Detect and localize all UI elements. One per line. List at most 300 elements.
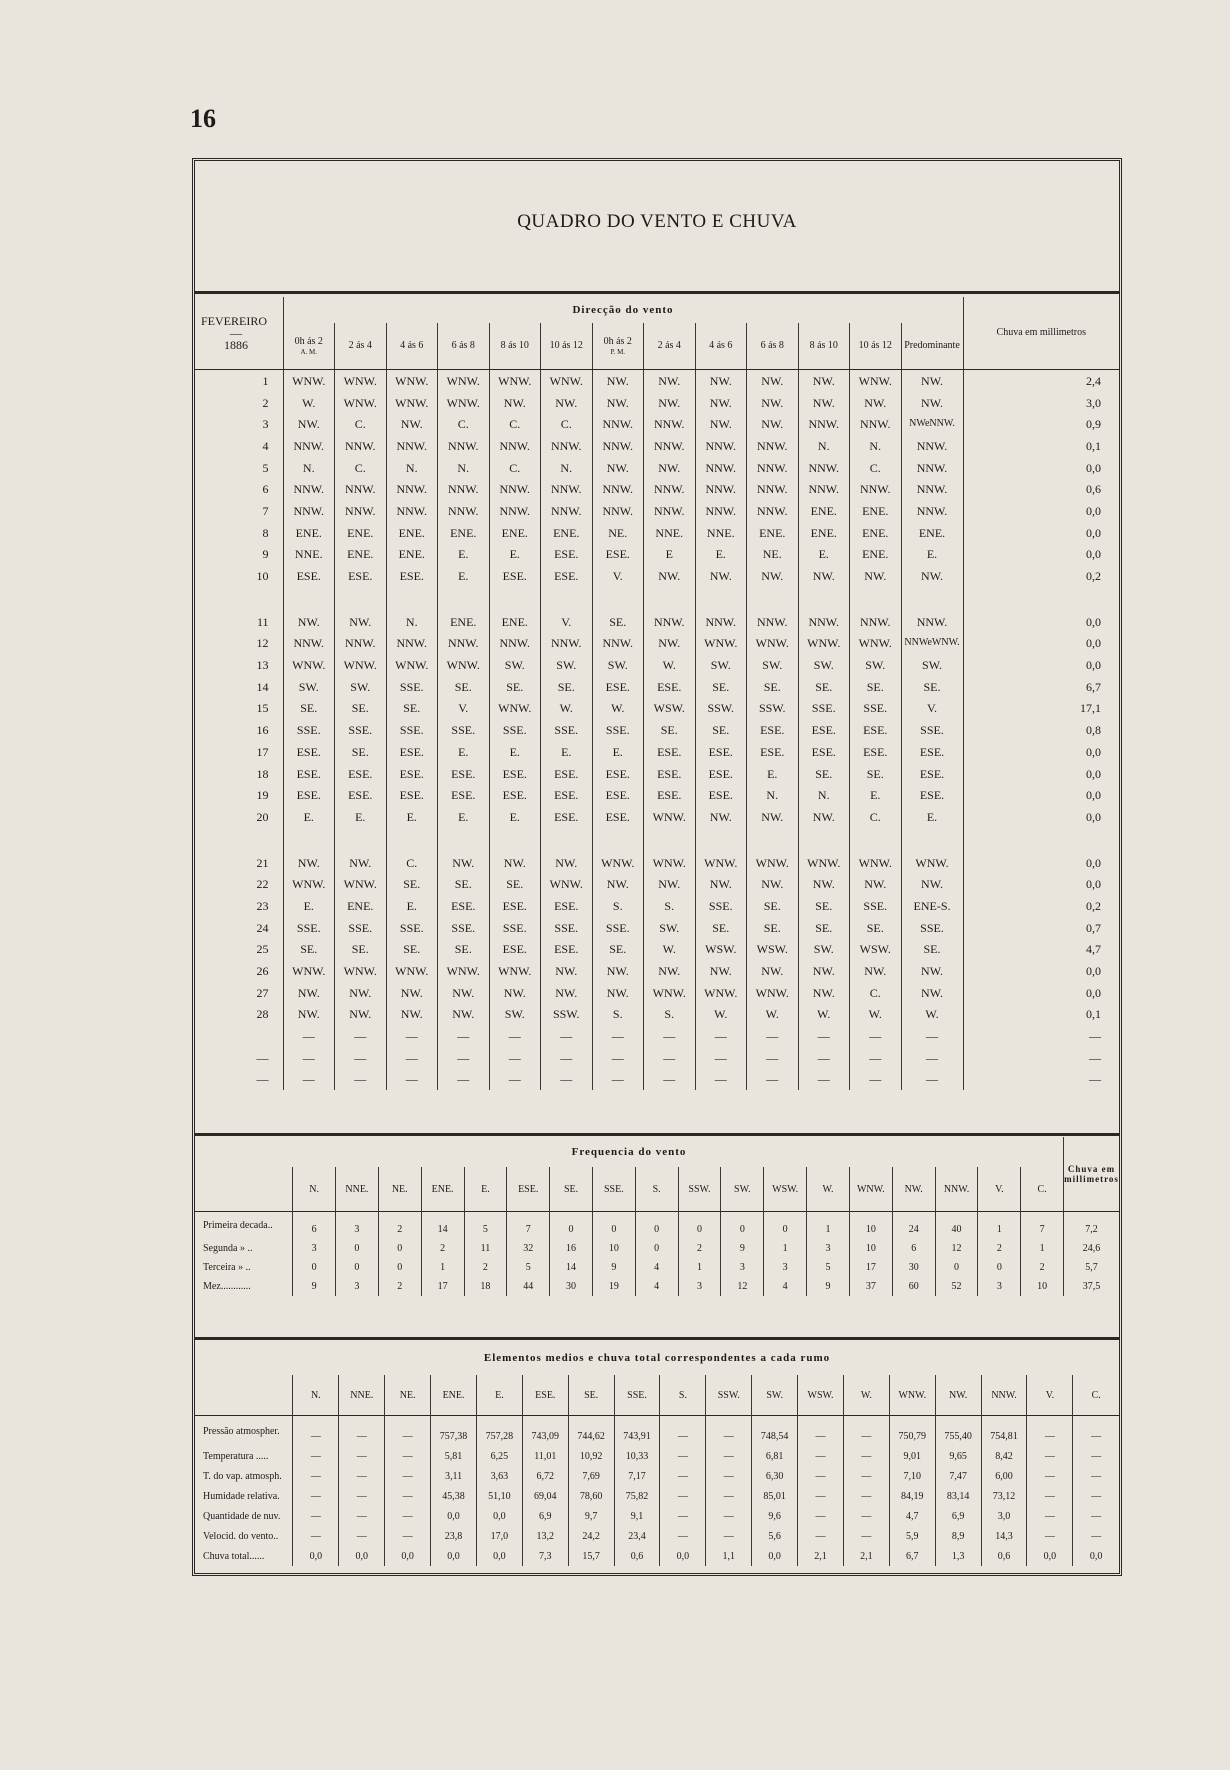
elements-value: — xyxy=(1027,1466,1073,1486)
wind-cell: NNW. xyxy=(644,413,696,435)
table-row xyxy=(195,1466,1119,1486)
wind-cell: WNW. xyxy=(541,370,593,392)
wind-cell: SE. xyxy=(798,917,850,939)
divider xyxy=(195,1133,1119,1136)
wind-cell: ESE. xyxy=(438,763,490,785)
elements-row-label: Humidade relativa. xyxy=(203,1490,280,1502)
wind-cell: — xyxy=(335,1069,387,1091)
frequency-value: 0 xyxy=(378,1258,421,1277)
table-row xyxy=(195,806,1119,828)
day-cell: — xyxy=(256,1072,269,1087)
elements-row-label: Velocid. do vento.. xyxy=(203,1530,279,1542)
spacer-cell xyxy=(386,587,438,611)
table-row xyxy=(195,763,1119,785)
elements-value: — xyxy=(1027,1506,1073,1526)
table-row xyxy=(195,435,1119,457)
wind-cell: SSE. xyxy=(386,676,438,698)
wind-cell: E. xyxy=(541,741,593,763)
wind-cell: SE. xyxy=(747,895,799,917)
wind-cell: — xyxy=(644,1025,696,1047)
wind-cell: NNW. xyxy=(489,500,541,522)
wind-cell: SE. xyxy=(335,741,387,763)
wind-cell: V. xyxy=(592,565,644,587)
wind-cell: NNW. xyxy=(386,633,438,655)
wind-cell: — xyxy=(438,1025,490,1047)
wind-cell: NW. xyxy=(489,982,541,1004)
table-row xyxy=(195,457,1119,479)
wind-cell: NW. xyxy=(283,982,335,1004)
elements-value: — xyxy=(706,1526,752,1546)
wind-cell: ENE. xyxy=(335,895,387,917)
wind-cell: NW. xyxy=(283,1004,335,1026)
elements-value: 14,3 xyxy=(981,1526,1027,1546)
wind-cell: ESE. xyxy=(489,895,541,917)
wind-cell: WNW. xyxy=(386,960,438,982)
wind-cell: — xyxy=(695,1069,747,1091)
elements-direction-header: V. xyxy=(1027,1375,1073,1416)
frequency-direction-header: W. xyxy=(807,1167,850,1212)
elements-value: — xyxy=(1073,1416,1119,1447)
elements-label-header xyxy=(195,1375,293,1416)
wind-cell: SE. xyxy=(438,939,490,961)
wind-cell: SE. xyxy=(592,939,644,961)
wind-cell: SE. xyxy=(901,676,963,698)
wind-cell: W. xyxy=(644,654,696,676)
wind-cell: WSW. xyxy=(850,939,902,961)
wind-cell: WNW. xyxy=(747,852,799,874)
frequency-direction-header: NW. xyxy=(892,1167,935,1212)
wind-cell: NNW. xyxy=(747,500,799,522)
wind-cell: E. xyxy=(438,741,490,763)
pm-label: P. M. xyxy=(610,348,626,356)
elements-value: — xyxy=(843,1526,889,1546)
elements-value: 13,2 xyxy=(522,1526,568,1546)
wind-cell: W. xyxy=(283,392,335,414)
frequency-value: 2 xyxy=(1021,1258,1064,1277)
table-row xyxy=(195,500,1119,522)
wind-cell: WNW. xyxy=(335,654,387,676)
frequency-value: 1 xyxy=(1021,1239,1064,1258)
wind-hour-header xyxy=(386,323,438,370)
wind-hour-label: 4 ás 6 xyxy=(400,340,424,351)
table-row xyxy=(195,1258,1119,1277)
frequency-value: 0 xyxy=(978,1258,1021,1277)
wind-cell: SE. xyxy=(283,698,335,720)
wind-cell: ESE. xyxy=(747,741,799,763)
elements-value: — xyxy=(385,1506,431,1526)
wind-cell: V. xyxy=(438,698,490,720)
wind-cell: SW. xyxy=(695,654,747,676)
wind-cell: SW. xyxy=(335,676,387,698)
elements-value: — xyxy=(843,1486,889,1506)
wind-cell: — xyxy=(335,1025,387,1047)
frequency-value: 3 xyxy=(293,1239,336,1258)
month-header xyxy=(195,297,283,370)
wind-direction-table xyxy=(195,297,1119,1090)
wind-cell: ESE. xyxy=(592,806,644,828)
wind-cell: E xyxy=(644,544,696,566)
wind-cell: NW. xyxy=(541,392,593,414)
wind-cell: ENE. xyxy=(438,522,490,544)
rain-header: Chuva em millimetros xyxy=(963,297,1119,370)
wind-cell: NW. xyxy=(592,982,644,1004)
frequency-value: 2 xyxy=(378,1212,421,1240)
wind-cell: NNW. xyxy=(695,478,747,500)
wind-cell: WNW. xyxy=(489,698,541,720)
wind-cell: NNW. xyxy=(335,633,387,655)
elements-value: 6,81 xyxy=(752,1446,798,1466)
wind-cell: ESE. xyxy=(695,763,747,785)
wind-cell: ESE. xyxy=(541,544,593,566)
frequency-value: 0 xyxy=(935,1258,978,1277)
frequency-value: 12 xyxy=(721,1277,764,1296)
wind-cell: NW. xyxy=(644,633,696,655)
wind-cell: W. xyxy=(901,1004,963,1026)
elements-value: 2,1 xyxy=(798,1546,844,1566)
frequency-direction-header: V. xyxy=(978,1167,1021,1212)
elements-value: — xyxy=(1073,1446,1119,1466)
table-row xyxy=(195,939,1119,961)
wind-cell: ESE. xyxy=(541,806,593,828)
frequency-value: 16 xyxy=(550,1239,593,1258)
elements-value: — xyxy=(660,1506,706,1526)
table-row xyxy=(195,478,1119,500)
wind-hour-label: 10 ás 12 xyxy=(858,340,892,351)
elements-value: 7,47 xyxy=(935,1466,981,1486)
frequency-value: 1 xyxy=(764,1239,807,1258)
wind-cell: SSE. xyxy=(695,895,747,917)
elements-value: 0,0 xyxy=(752,1546,798,1566)
table-row xyxy=(195,1047,1119,1069)
elements-value: 85,01 xyxy=(752,1486,798,1506)
wind-cell: NW. xyxy=(798,873,850,895)
wind-cell: NW. xyxy=(592,873,644,895)
wind-cell: WNW. xyxy=(644,852,696,874)
wind-cell: — xyxy=(644,1069,696,1091)
frequency-value: 60 xyxy=(892,1277,935,1296)
elements-direction-header: NW. xyxy=(935,1375,981,1416)
wind-cell: SE. xyxy=(386,939,438,961)
elements-value: — xyxy=(339,1446,385,1466)
table-row xyxy=(195,1506,1119,1526)
wind-cell: NW. xyxy=(541,982,593,1004)
elements-value: 7,10 xyxy=(889,1466,935,1486)
frequency-value: 5 xyxy=(464,1212,507,1240)
wind-cell: NW. xyxy=(644,370,696,392)
wind-cell: — xyxy=(386,1025,438,1047)
wind-hour-header xyxy=(747,323,799,370)
wind-cell: NW. xyxy=(644,873,696,895)
spacer-cell xyxy=(489,587,541,611)
wind-cell: E. xyxy=(335,806,387,828)
elements-direction-header: E. xyxy=(476,1375,522,1416)
wind-cell: ESE. xyxy=(695,784,747,806)
wind-cell: — xyxy=(335,1047,387,1069)
wind-cell: SSE. xyxy=(798,698,850,720)
wind-cell: ESE. xyxy=(283,784,335,806)
frequency-direction-header: NE. xyxy=(378,1167,421,1212)
table-row xyxy=(195,565,1119,587)
elements-value: — xyxy=(798,1446,844,1466)
wind-cell: NW. xyxy=(438,852,490,874)
wind-cell: NW. xyxy=(695,806,747,828)
frequency-value: 9 xyxy=(807,1277,850,1296)
frequency-row-label: Terceira » .. xyxy=(203,1262,251,1273)
wind-hour-label: 8 ás 10 xyxy=(809,340,838,351)
wind-cell: NW. xyxy=(438,982,490,1004)
am-label: A. M. xyxy=(300,348,318,356)
wind-cell: NNW. xyxy=(335,478,387,500)
frequency-value: 14 xyxy=(421,1212,464,1240)
day-cell: 19 xyxy=(256,788,269,803)
wind-cell: — xyxy=(489,1025,541,1047)
wind-cell: E. xyxy=(386,895,438,917)
table-row xyxy=(195,1416,1119,1447)
wind-cell: ENE. xyxy=(386,544,438,566)
wind-cell: NNW. xyxy=(592,478,644,500)
day-cell: 3 xyxy=(262,417,269,432)
wind-cell: ESE. xyxy=(283,763,335,785)
wind-cell: NNW. xyxy=(747,478,799,500)
wind-cell: ESE. xyxy=(644,784,696,806)
elements-value: 84,19 xyxy=(889,1486,935,1506)
elements-value: 6,7 xyxy=(889,1546,935,1566)
wind-cell: NW. xyxy=(386,413,438,435)
direction-group-header: Direcção do vento xyxy=(283,297,963,323)
table-row xyxy=(195,676,1119,698)
elements-value: 10,33 xyxy=(614,1446,660,1466)
spacer-cell xyxy=(901,587,963,611)
wind-cell: N. xyxy=(386,457,438,479)
wind-cell: — xyxy=(489,1047,541,1069)
day-cell: 11 xyxy=(256,614,269,629)
elements-value: 2,1 xyxy=(843,1546,889,1566)
wind-cell: C. xyxy=(541,413,593,435)
wind-cell: SW. xyxy=(541,654,593,676)
elements-value: 0,0 xyxy=(431,1546,477,1566)
wind-cell: SSE. xyxy=(335,719,387,741)
table-row xyxy=(195,784,1119,806)
frequency-value: 3 xyxy=(978,1277,1021,1296)
wind-cell: SSE. xyxy=(901,917,963,939)
day-cell: 5 xyxy=(262,460,269,475)
wind-cell: NW. xyxy=(747,392,799,414)
frequency-value: 4 xyxy=(635,1277,678,1296)
frequency-value: 40 xyxy=(935,1212,978,1240)
wind-cell: — xyxy=(386,1047,438,1069)
wind-cell: NW. xyxy=(798,370,850,392)
rain-cell: 0,0 xyxy=(963,873,1119,895)
wind-cell: NNE. xyxy=(283,544,335,566)
wind-cell: SW. xyxy=(798,939,850,961)
wind-cell: WNW. xyxy=(489,370,541,392)
wind-cell: — xyxy=(438,1047,490,1069)
spacer-cell xyxy=(695,828,747,852)
divider xyxy=(195,291,1119,294)
wind-cell: WNW. xyxy=(438,960,490,982)
year-label: 1886 xyxy=(224,338,248,352)
wind-cell: ESE. xyxy=(850,741,902,763)
frequency-value: 5,7 xyxy=(1064,1258,1119,1277)
elements-value: 9,6 xyxy=(752,1506,798,1526)
wind-cell: NW. xyxy=(695,392,747,414)
wind-cell: SE. xyxy=(592,611,644,633)
day-cell: 22 xyxy=(256,877,269,892)
wind-cell: — xyxy=(901,1025,963,1047)
wind-cell: SSE. xyxy=(438,719,490,741)
wind-hour-label: 6 ás 8 xyxy=(451,340,475,351)
wind-cell: NW. xyxy=(592,370,644,392)
elements-value: — xyxy=(843,1506,889,1526)
wind-cell: NW. xyxy=(335,611,387,633)
wind-cell: W. xyxy=(541,698,593,720)
elements-caption: Elementos medios e chuva total correspondentes a cada rumo xyxy=(483,1352,831,1364)
wind-cell: NW. xyxy=(798,960,850,982)
elements-direction-header: SSW. xyxy=(706,1375,752,1416)
wind-cell: — xyxy=(541,1047,593,1069)
wind-cell: W. xyxy=(592,698,644,720)
wind-cell: SE. xyxy=(386,873,438,895)
wind-cell: SSW. xyxy=(747,698,799,720)
elements-value: 0,0 xyxy=(476,1506,522,1526)
wind-cell: ENE. xyxy=(798,500,850,522)
wind-cell: NW. xyxy=(747,413,799,435)
wind-cell: ESE. xyxy=(541,763,593,785)
wind-cell: ESE. xyxy=(644,676,696,698)
wind-cell: WNW. xyxy=(283,654,335,676)
frequency-value: 0 xyxy=(550,1212,593,1240)
wind-cell: SE. xyxy=(695,917,747,939)
wind-cell: C. xyxy=(386,852,438,874)
elements-value: 7,3 xyxy=(522,1546,568,1566)
elements-direction-header: S. xyxy=(660,1375,706,1416)
table-row xyxy=(195,1277,1119,1296)
wind-cell: NNW. xyxy=(798,611,850,633)
wind-cell: SE. xyxy=(798,676,850,698)
rain-cell: 0,0 xyxy=(963,633,1119,655)
wind-cell: C. xyxy=(489,413,541,435)
rain-cell: 0,0 xyxy=(963,544,1119,566)
wind-cell: NW. xyxy=(592,960,644,982)
day-cell: 12 xyxy=(256,636,269,651)
wind-cell: E. xyxy=(901,806,963,828)
wind-hour-header xyxy=(438,323,490,370)
elements-direction-header: NNE. xyxy=(339,1375,385,1416)
rain-cell: 0,1 xyxy=(963,1004,1119,1026)
elements-value: — xyxy=(339,1506,385,1526)
elements-value: — xyxy=(339,1466,385,1486)
table-row xyxy=(195,1526,1119,1546)
wind-cell: ESE. xyxy=(901,741,963,763)
elements-value: — xyxy=(1027,1486,1073,1506)
rain-cell: — xyxy=(963,1069,1119,1091)
rain-cell: 3,0 xyxy=(963,392,1119,414)
wind-cell: W. xyxy=(850,1004,902,1026)
frequency-value: 2 xyxy=(978,1239,1021,1258)
table-row xyxy=(195,1239,1119,1258)
day-cell: 16 xyxy=(256,723,269,738)
elements-value: — xyxy=(660,1446,706,1466)
wind-cell: S. xyxy=(644,1004,696,1026)
frequency-value: 6 xyxy=(293,1212,336,1240)
frequency-direction-header: SE. xyxy=(550,1167,593,1212)
frequency-value: 11 xyxy=(464,1239,507,1258)
wind-cell: WNW. xyxy=(747,982,799,1004)
frequency-value: 6 xyxy=(892,1239,935,1258)
day-cell xyxy=(195,1025,283,1047)
elements-value: 3,63 xyxy=(476,1466,522,1486)
frequency-value: 0 xyxy=(293,1258,336,1277)
wind-cell: WNW. xyxy=(386,392,438,414)
elements-row-label: T. do vap. atmosph. xyxy=(203,1470,282,1482)
wind-cell: ENE. xyxy=(489,611,541,633)
frequency-value: 3 xyxy=(335,1277,378,1296)
wind-cell: NW. xyxy=(850,873,902,895)
wind-cell: NNW. xyxy=(541,633,593,655)
wind-cell: ESE. xyxy=(489,763,541,785)
wind-cell: S. xyxy=(592,895,644,917)
elements-value: 45,38 xyxy=(431,1486,477,1506)
wind-cell: ESE. xyxy=(644,741,696,763)
wind-cell: NNE. xyxy=(695,522,747,544)
elements-value: 755,40 xyxy=(935,1416,981,1447)
wind-cell: NW. xyxy=(541,960,593,982)
wind-cell: NNW. xyxy=(695,435,747,457)
wind-cell: WNW. xyxy=(798,852,850,874)
wind-cell: ESE. xyxy=(335,784,387,806)
frequency-value: 3 xyxy=(764,1258,807,1277)
wind-hour-label: Predominante xyxy=(904,340,960,351)
wind-cell: SSE. xyxy=(592,917,644,939)
wind-cell: WNW. xyxy=(644,806,696,828)
elements-row-label: Pressão atmospher. xyxy=(203,1425,280,1437)
elements-value: 5,81 xyxy=(431,1446,477,1466)
frequency-value: 0 xyxy=(721,1212,764,1240)
rain-cell: 0,0 xyxy=(963,982,1119,1004)
wind-hour-label: 6 ás 8 xyxy=(760,340,784,351)
wind-cell: WNW. xyxy=(335,370,387,392)
rain-cell: — xyxy=(963,1047,1119,1069)
wind-cell: ESE. xyxy=(386,565,438,587)
elements-direction-header: NE. xyxy=(385,1375,431,1416)
wind-cell: ESE. xyxy=(695,741,747,763)
day-cell: 4 xyxy=(262,438,269,453)
frequency-direction-header: NNE. xyxy=(335,1167,378,1212)
wind-hour-header xyxy=(489,323,541,370)
wind-cell: — xyxy=(438,1069,490,1091)
wind-cell: NNW. xyxy=(695,457,747,479)
elements-value: — xyxy=(660,1466,706,1486)
spacer-cell xyxy=(963,587,1119,611)
spacer-cell xyxy=(489,828,541,852)
wind-cell: NNW. xyxy=(850,611,902,633)
wind-cell: V. xyxy=(541,611,593,633)
wind-cell: — xyxy=(283,1025,335,1047)
wind-cell: SW. xyxy=(489,1004,541,1026)
frequency-value: 24 xyxy=(892,1212,935,1240)
day-cell: 2 xyxy=(262,395,269,410)
wind-cell: NW. xyxy=(695,565,747,587)
elements-value: 9,1 xyxy=(614,1506,660,1526)
wind-cell: SE. xyxy=(747,917,799,939)
wind-cell: — xyxy=(695,1047,747,1069)
wind-cell: E. xyxy=(747,763,799,785)
frequency-value: 0 xyxy=(764,1212,807,1240)
frequency-value: 17 xyxy=(849,1258,892,1277)
elements-row-label: Temperatura ..... xyxy=(203,1450,269,1462)
wind-cell: NNW. xyxy=(850,478,902,500)
wind-cell: NW. xyxy=(644,565,696,587)
